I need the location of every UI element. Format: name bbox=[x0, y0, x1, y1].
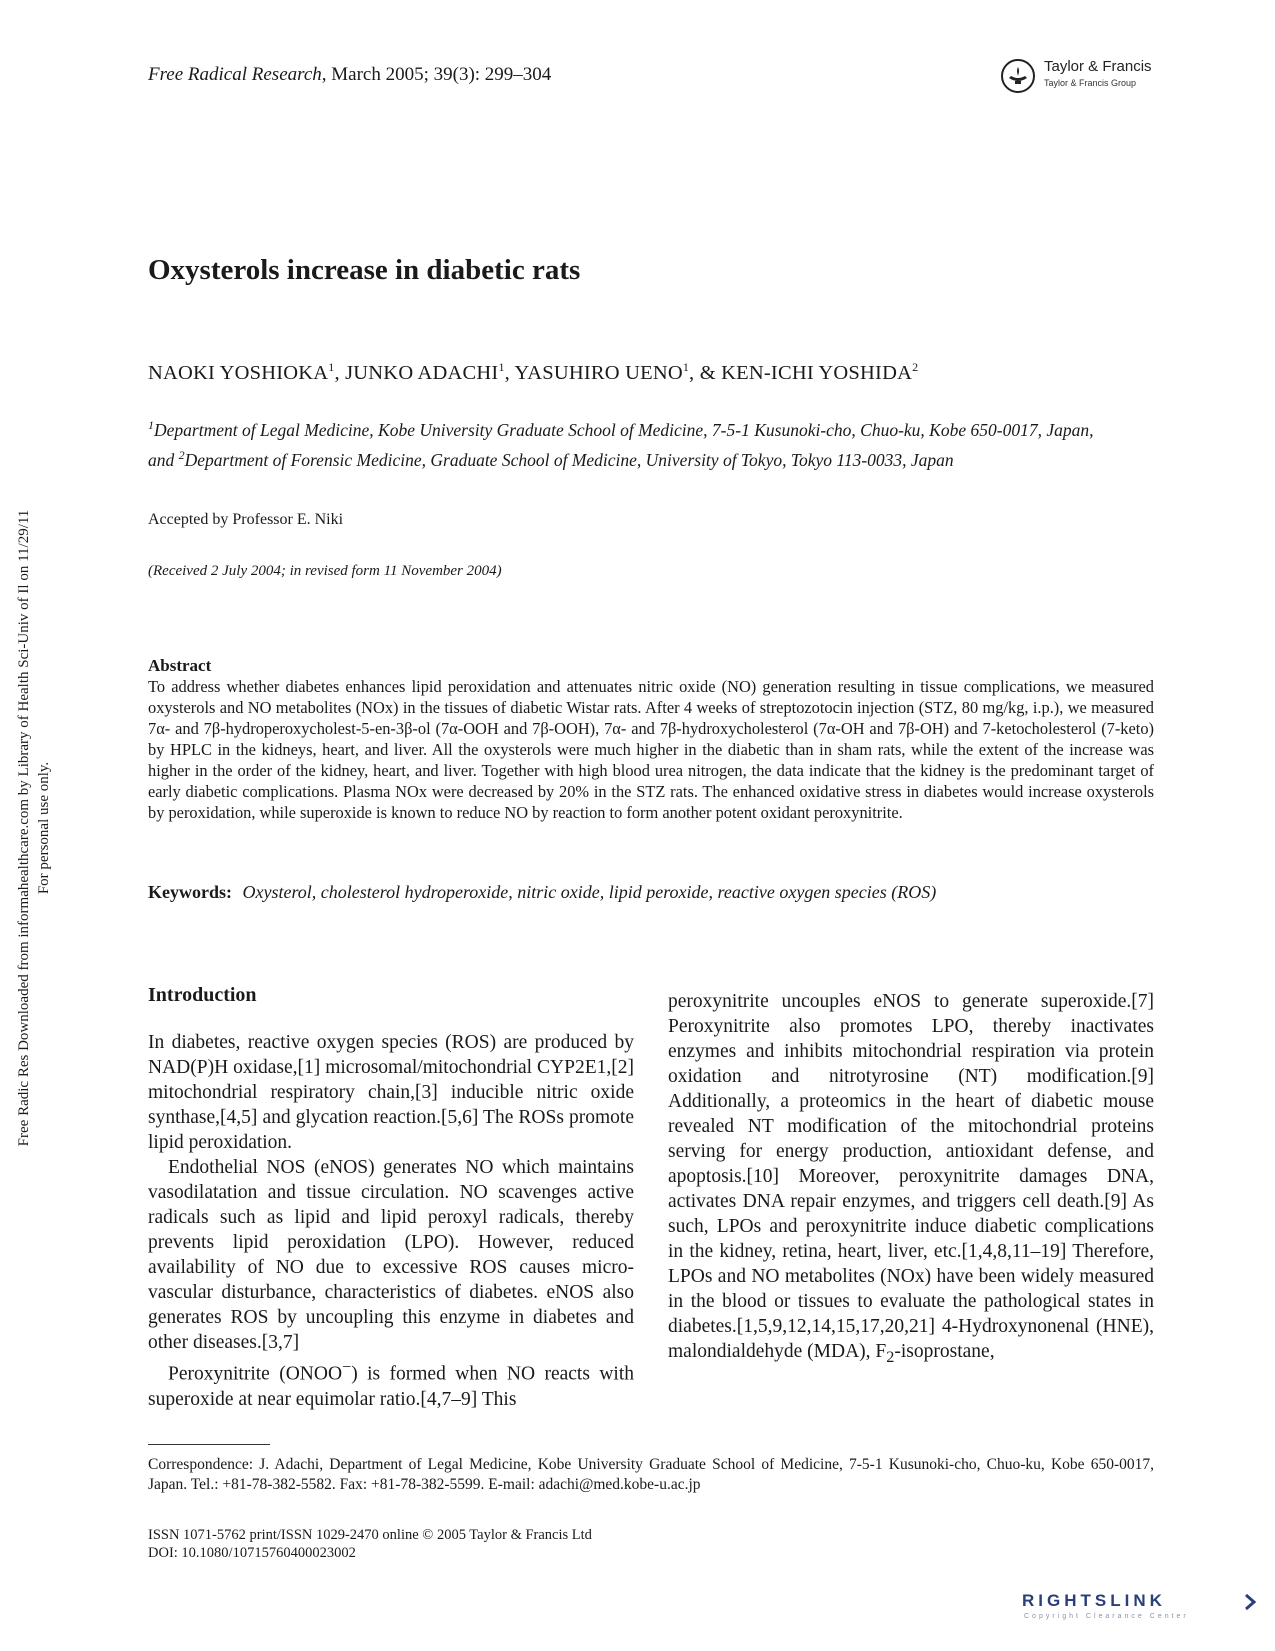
journal-name: Free Radical Research bbox=[148, 64, 322, 85]
journal-issue: , March 2005; 39(3): 299–304 bbox=[321, 64, 552, 85]
intro-right-subscript: 2 bbox=[886, 1347, 895, 1366]
author-separator: , & bbox=[689, 361, 722, 384]
affil-text-1: Department of Legal Medicine, Kobe University Graduate School of Medicine, 7-5-1 Kusunoki-cho, Chuo-ku, Kobe 650-0017, Japan, and bbox=[148, 419, 1094, 470]
author-affil-sup: 1 bbox=[328, 360, 335, 374]
article-title: Oxysterols increase in diabetic rats bbox=[148, 254, 581, 286]
rightslink-label: RIGHTSLINK bbox=[1022, 1591, 1166, 1610]
intro-paragraph-2: Endothelial NOS (eNOS) generates NO which maintains vasodilatation and tissue circulation. NO scavenges active radicals such as lipid and lipid peroxyl radicals, thereby prevents lipid peroxidation (LPO). However, reduced availability of NO due to excessive ROS causes micro-vascular disturbance, characteristics of diabetes. eNOS also generates ROS by uncoupling this enzyme in diabetes and other diseases.[3,7] bbox=[148, 1157, 634, 1353]
taylor-francis-lamp-icon bbox=[1000, 58, 1036, 94]
author-name: JUNKO ADACHI bbox=[345, 361, 499, 384]
abstract-text: To address whether diabetes enhances lipid peroxidation and attenuates nitric oxide (NO) generation resulting in tissue complications, we measured oxysterols and NO metabolites (NOx) in the tissues of diabetic Wistar rats. After 4 weeks of streptozotocin injection (STZ, 80 mg/kg, i.p.), we measured 7α- and 7β-hydroperoxycholest-5-en-3β-ol (7α-OOH and 7β-OOH), 7α- and 7β-hydroxycholesterol (7α-OH and 7β-OH) and 7-ketocholesterol (7-keto) by HPLC in the kidneys, heart, and liver. All the oxysterols were much higher in the diabetic than in sham rats, while the extent of the increase was higher in the order of the kidney, heart, and liver. Together with high blood urea nitrogen, the data indicate that the kidney is the predominant target of early diabetic complications. Plasma NOx were decreased by 20% in the STZ rats. The enhanced oxidative stress in diabetes would increase oxysterols by peroxidation, while superoxide is known to reduce NO by reaction to form another potent oxidant peroxynitrite. bbox=[148, 677, 1154, 822]
issn-block bbox=[148, 1526, 592, 1562]
intro-right-part-b: -isoprostane, bbox=[894, 1341, 995, 1362]
intro-right-part-a: peroxynitrite uncouples eNOS to generate superoxide.[7] Peroxynitrite also promotes LPO, thereby inactivates enzymes and inhibits mitochondrial respiration via protein oxidation and nitrotyrosine (NT) modification.[9] Additionally, a proteomics in the heart of diabetic mouse revealed NT modification of the mitochondrial proteins serving for energy production, antioxidant defense, and apoptosis.[10] Moreover, peroxynitrite damages DNA, activates DNA repair enzymes, and triggers cell death.[9] As such, LPOs and peroxynitrite induce diabetic complications in the kidney, retina, heart, liver, etc.[1,4,8,11–19] Therefore, LPOs and NO metabolites (NOx) have been widely measured in the blood or tissues to evaluate the pathological states in diabetes.[1,5,9,12,14,15,17,20,21] 4-Hydroxynonenal (HNE), malondialdehyde (MDA), F bbox=[668, 991, 1154, 1362]
author-name: YASUHIRO UENO bbox=[514, 361, 683, 384]
body-column-right bbox=[668, 989, 1154, 1370]
introduction-heading: Introduction bbox=[148, 984, 257, 1006]
affiliations bbox=[148, 413, 1108, 473]
author-separator: , bbox=[334, 361, 346, 384]
intro-p3-superscript: − bbox=[342, 1358, 352, 1376]
author-name: NAOKI YOSHIOKA bbox=[148, 361, 329, 384]
download-stamp-line2: For personal use only. bbox=[36, 761, 52, 895]
intro-paragraph-3 bbox=[148, 1355, 634, 1412]
doi-line: DOI: 10.1080/10715760400023002 bbox=[148, 1545, 356, 1561]
publisher-group: Taylor & Francis Group bbox=[1044, 78, 1137, 88]
author-affil-sup: 1 bbox=[682, 360, 690, 374]
download-stamp bbox=[0, 0, 60, 1651]
accepted-by: Accepted by Professor E. Niki bbox=[148, 511, 344, 528]
issn-line: ISSN 1071-5762 print/ISSN 1029-2470 online © 2005 Taylor & Francis Ltd bbox=[148, 1527, 592, 1543]
author-list bbox=[148, 360, 918, 385]
rightslink-chevron-icon bbox=[1242, 1593, 1258, 1611]
intro-paragraph-1: In diabetes, reactive oxygen species (ROS) are produced by NAD(P)H oxidase,[1] microsomal/mitochondrial CYP2E1,[2] mitochondrial respiratory chain,[3] inducible nitric oxide synthase,[4,5] and glycation reaction.[5,6] The ROSs promote lipid peroxidation. bbox=[148, 1032, 634, 1153]
body-column-left bbox=[148, 983, 634, 1412]
intro-p3-part-b: ) is formed when NO reacts with superoxide at near equimolar ratio.[4,7–9] This bbox=[148, 1363, 634, 1410]
rightslink-logo[interactable] bbox=[1022, 1591, 1262, 1627]
author-affil-sup: 1 bbox=[498, 360, 505, 374]
affil-sup-2: 2 bbox=[178, 447, 185, 462]
author-name: KEN-ICHI YOSHIDA bbox=[721, 361, 913, 384]
abstract-heading: Abstract bbox=[148, 656, 212, 675]
footnote-rule bbox=[148, 1444, 270, 1445]
keywords-label: Keywords: bbox=[148, 882, 232, 902]
intro-p3-part-a: Peroxynitrite (ONOO bbox=[168, 1363, 343, 1385]
publisher-logo bbox=[1000, 56, 1160, 96]
keywords bbox=[148, 882, 1154, 903]
author-separator: , bbox=[504, 361, 515, 384]
journal-citation bbox=[148, 64, 551, 86]
download-stamp-line1: Free Radic Res Downloaded from informahealthcare.com by Library of Health Sci-Univ of Il on 11/29/11 bbox=[16, 509, 32, 1147]
keywords-text: Oxysterol, cholesterol hydroperoxide, nitric oxide, lipid peroxide, reactive oxygen species (ROS) bbox=[242, 882, 937, 902]
received-dates: (Received 2 July 2004; in revised form 11 November 2004) bbox=[148, 563, 502, 579]
rightslink-sub: Copyright Clearance Center bbox=[1024, 1613, 1189, 1620]
intro-right-paragraph bbox=[668, 989, 1154, 1370]
correspondence-note: Correspondence: J. Adachi, Department of Legal Medicine, Kobe University Graduate School of Medicine, 7-5-1 Kusunoki-cho, Chuo-ku, Kobe 650-0017, Japan. Tel.: +81-78-382-5582. Fax: +81-78-382-5599. E-mail: adachi@med.kobe-u.ac.jp bbox=[148, 1456, 1154, 1493]
publisher-name: Taylor & Francis bbox=[1044, 58, 1152, 75]
affil-sup-1: 1 bbox=[148, 418, 154, 432]
affil-text-2: Department of Forensic Medicine, Graduate School of Medicine, University of Tokyo, Tokyo 113-0033, Japan bbox=[184, 449, 954, 470]
abstract bbox=[148, 655, 1154, 823]
author-affil-sup: 2 bbox=[912, 360, 919, 374]
